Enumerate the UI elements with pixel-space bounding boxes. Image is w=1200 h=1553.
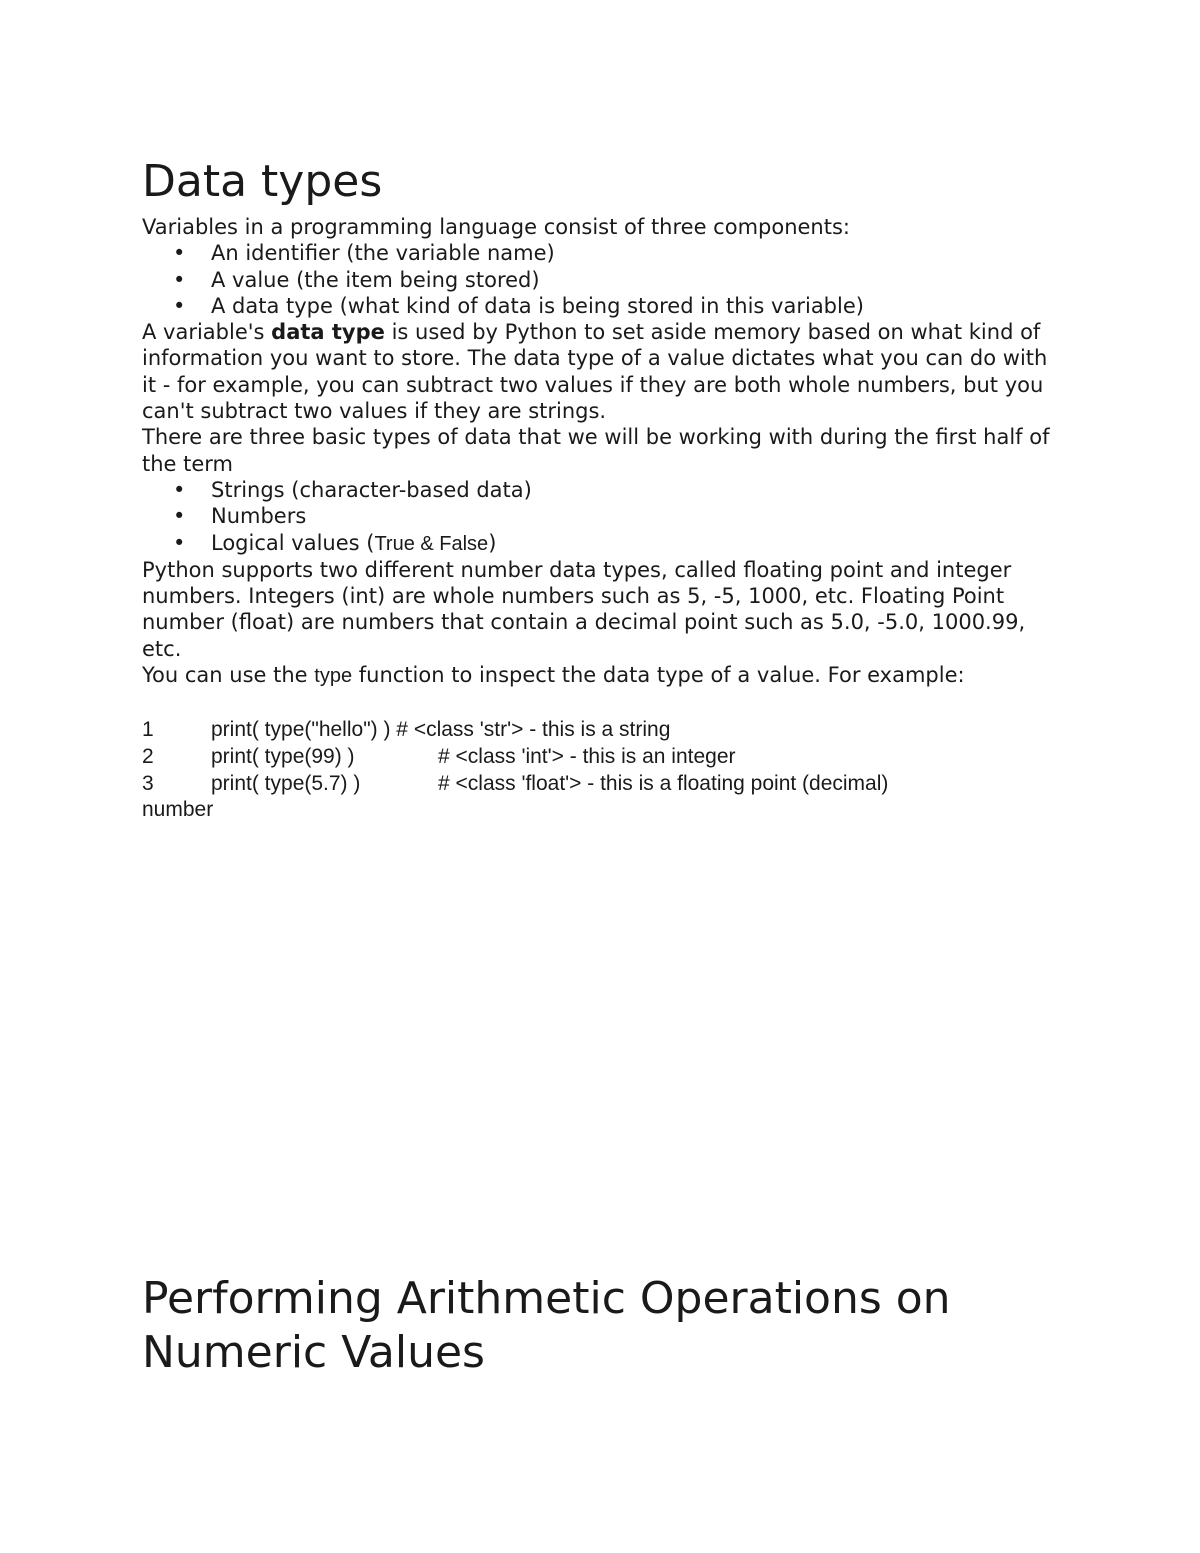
code-wrap-text: number (142, 797, 214, 821)
list-item: • An identifier (the variable name) (211, 240, 1052, 266)
code-line (142, 770, 1052, 797)
text-span: is used by Python to set aside memory based on what kind of information you want to store. The data type of a value dictates what you can do with it - for example, you can subtract two values if they are both whole numbers, but you can't subtract two values if they are strings. (142, 320, 1048, 424)
code-comment: # <class 'int'> - this is an integer (438, 744, 736, 768)
text-span: Logical values ( (211, 530, 375, 555)
code-line (142, 716, 1052, 743)
list-item: • A value (the item being stored) (211, 267, 1052, 293)
arithmetic-section (142, 1272, 1102, 1380)
list-item: • Strings (character-based data) (211, 477, 1052, 503)
data-types-section (142, 150, 1052, 823)
list-item (211, 530, 1052, 557)
components-list (142, 240, 1052, 319)
type-function-paragraph (142, 662, 1052, 689)
line-number: 1 (142, 717, 154, 741)
bold-term: data type (271, 320, 385, 345)
basic-types-list (142, 477, 1052, 557)
list-item: • Numbers (211, 503, 1052, 529)
spacer (142, 689, 1052, 715)
inline-code: type (314, 665, 353, 688)
intro-paragraph: Variables in a programming language consist of three components: (142, 215, 850, 239)
list-item: • A data type (what kind of data is being stored in this variable) (211, 293, 1052, 319)
basic-types-paragraph: There are three basic types of data that we will be working with during the first half of the term (142, 425, 1050, 476)
line-number: 2 (142, 744, 154, 768)
text-span: A variable's (142, 320, 272, 345)
code-comment: # <class 'float'> - this is a floating point (decimal) (438, 771, 889, 795)
inline-code: True & False (374, 532, 489, 555)
code-statement: print( type(5.7) ) (211, 771, 361, 795)
data-type-paragraph (142, 319, 1052, 424)
number-types-paragraph: Python supports two different number data types, called floating point and integer numbers. Integers (int) are whole numbers such as 5, -5, 1000, etc. Floating Point number (float) are numbers that contain a decimal point such as 5.0, -5.0, 1000.99, etc. (142, 557, 1026, 661)
heading-data-types: Data types (142, 156, 383, 207)
code-comment: # <class 'str'> - this is a string (390, 717, 671, 741)
code-example (142, 716, 1052, 823)
line-number: 3 (142, 771, 154, 795)
code-statement: print( type(99) ) (211, 744, 355, 768)
text-span: ) (488, 530, 497, 555)
text-span: You can use the (142, 663, 315, 688)
code-line (142, 743, 1052, 770)
heading-arithmetic-operations: Performing Arithmetic Operations on Numeric Values (142, 1273, 951, 1378)
text-span: function to inspect the data type of a value. For example: (352, 663, 965, 688)
code-statement: print( type("hello") ) (211, 717, 391, 741)
